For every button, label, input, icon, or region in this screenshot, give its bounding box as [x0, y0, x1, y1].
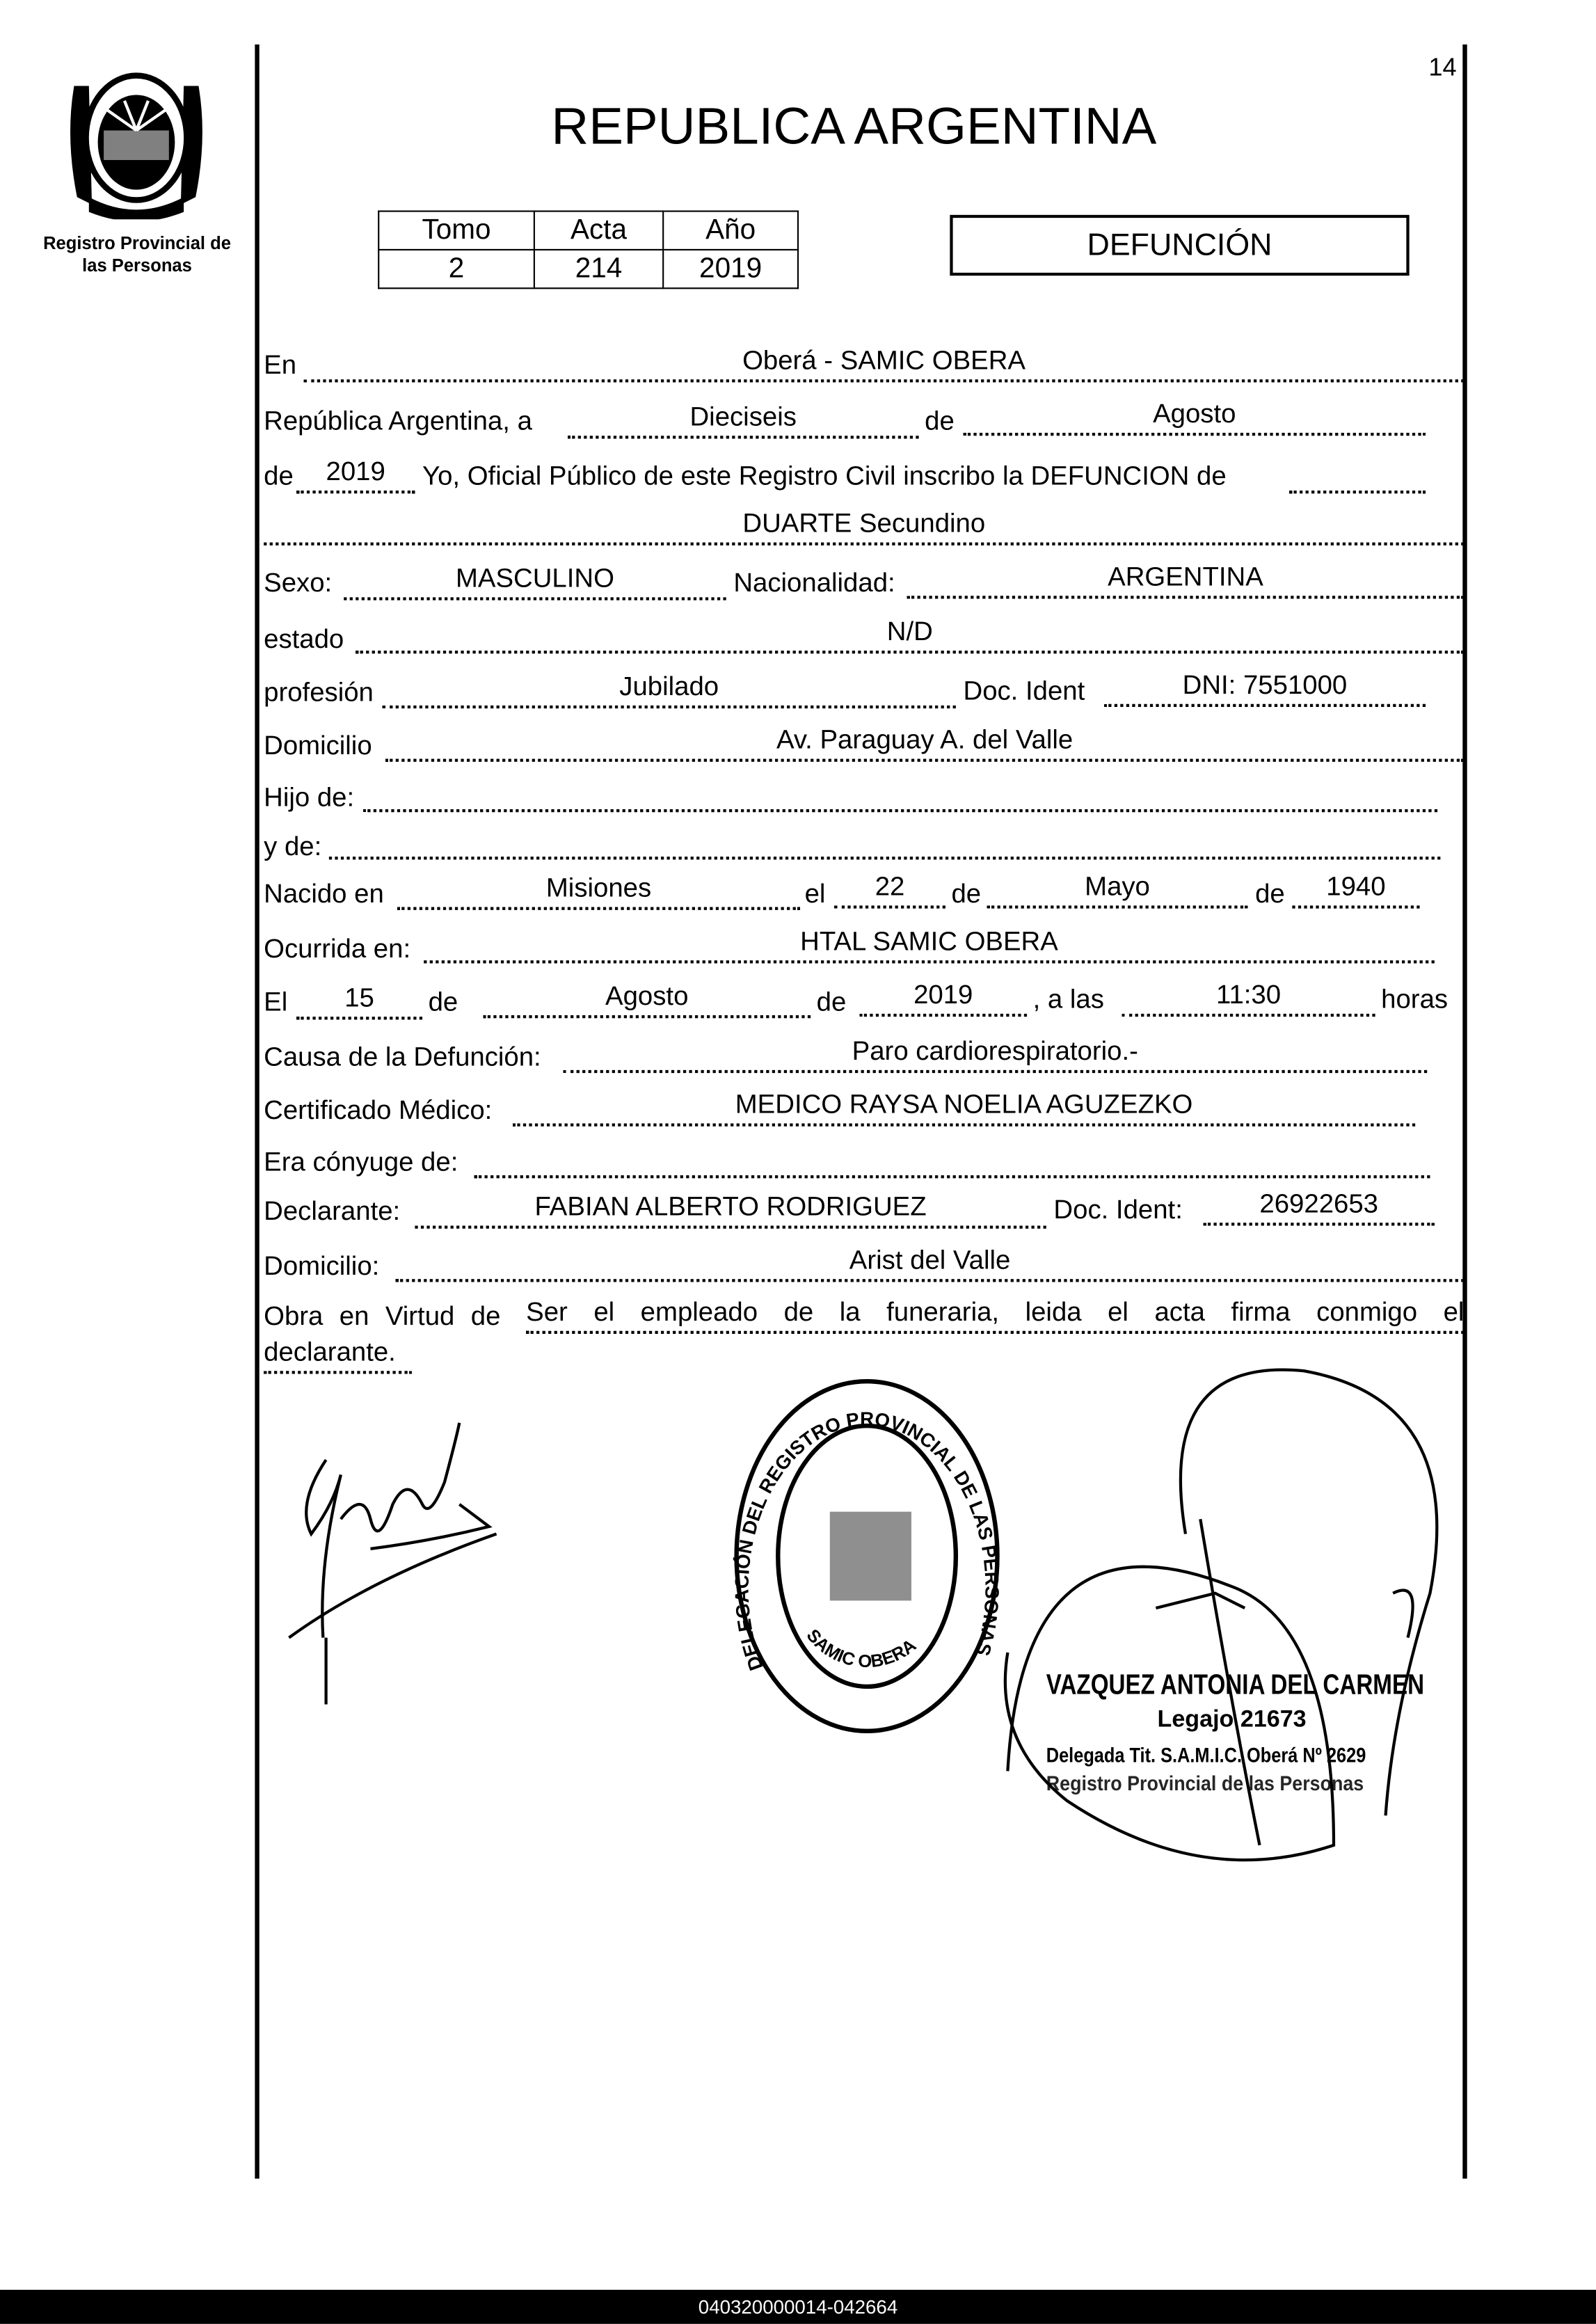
- hijo-de-label: Hijo de:: [264, 782, 355, 813]
- cause-field: Paro cardiorespiratorio.-: [563, 1037, 1427, 1073]
- estado-label: estado: [264, 623, 344, 654]
- deceased-name-field: DUARTE Secundino: [264, 510, 1464, 546]
- page-title: REPUBLICA ARGENTINA: [551, 97, 1157, 156]
- declarant-field: FABIAN ALBERTO RODRIGUEZ: [415, 1193, 1046, 1229]
- estado-field: N/D: [356, 618, 1464, 653]
- declarant-doc-field: 26922653: [1204, 1190, 1435, 1225]
- official-name: VAZQUEZ ANTONIA DEL CARMEN: [1046, 1670, 1425, 1702]
- profesion-label: profesión: [264, 677, 374, 708]
- nacido-label: Nacido en: [264, 879, 384, 909]
- nacionalidad-field: ARGENTINA: [907, 563, 1465, 598]
- obra-label: Obra en Virtud de: [264, 1301, 501, 1331]
- horas-label: horas: [1381, 984, 1449, 1014]
- de-label: de: [264, 461, 294, 491]
- obra-text-continued: declarante.: [264, 1338, 412, 1374]
- record-table: [378, 210, 799, 289]
- certificate-field: MEDICO RAYSA NOELIA AGUZEZKO: [513, 1091, 1415, 1127]
- en-label: En: [264, 349, 297, 380]
- domicilio-label: Domicilio: [264, 731, 372, 761]
- el-label: el: [804, 879, 826, 909]
- page-number: 14: [1428, 53, 1457, 82]
- official-legajo: Legajo 21673: [1157, 1707, 1307, 1733]
- declarant-doc-label: Doc. Ident:: [1053, 1194, 1183, 1225]
- doc-field: DNI: 7551000: [1104, 671, 1426, 707]
- declarant-signature: [282, 1415, 504, 1712]
- declarante-label: Declarante:: [264, 1195, 401, 1226]
- birth-month-field: Mayo: [987, 873, 1248, 909]
- death-day-field: 15: [296, 984, 422, 1019]
- ocurrida-label: Ocurrida en:: [264, 933, 411, 964]
- domicilio-field: Av. Paraguay A. del Valle: [385, 726, 1465, 762]
- document-type-box: DEFUNCIÓN: [950, 215, 1409, 276]
- left-margin-line: [255, 45, 259, 2179]
- birth-day-field: 22: [834, 873, 945, 909]
- day-field: Dieciseis: [568, 403, 919, 438]
- footer-code-bar: 040320000014-042664: [0, 2290, 1596, 2324]
- header-acta: Acta: [534, 212, 663, 250]
- birth-year-field: 1940: [1292, 873, 1419, 909]
- misiones-coat-of-arms-logo: [62, 56, 210, 219]
- anio-value: 2019: [663, 250, 798, 288]
- registry-name: [0, 232, 274, 277]
- death-year-field: 2019: [859, 981, 1027, 1017]
- de-label: de: [925, 406, 955, 436]
- official-registry: Registro Provincial de las Personas: [1046, 1771, 1364, 1795]
- declarant-domicilio-label: Domicilio:: [264, 1250, 380, 1281]
- hijo-de-field: [363, 777, 1437, 812]
- de-label: de: [1255, 879, 1285, 909]
- stamp-inner-text: SAMIC OBERA: [802, 1625, 920, 1672]
- a-las-label: , a las: [1032, 984, 1104, 1014]
- el-label: El: [264, 987, 288, 1017]
- birthplace-field: Misiones: [397, 875, 800, 910]
- nacionalidad-label: Nacionalidad:: [733, 567, 895, 598]
- official-role: Delegada Tit. S.A.M.I.C. Oberá Nº 2629: [1046, 1742, 1366, 1767]
- de-label: de: [951, 879, 982, 909]
- republica-label: República Argentina, a: [264, 406, 532, 436]
- registry-line2: las Personas: [82, 255, 192, 276]
- death-place-field: HTAL SAMIC OBERA: [424, 928, 1435, 963]
- de-label: de: [428, 987, 458, 1017]
- acta-value: 214: [534, 250, 663, 288]
- doc-label: Doc. Ident: [963, 676, 1085, 706]
- stamp-round-text: DELEGACIÓN DEL REGISTRO PROVINCIAL DE LAS PERSONAS: [731, 1408, 1003, 1674]
- causa-label: Causa de la Defunción:: [264, 1042, 541, 1072]
- month-field: Agosto: [964, 400, 1426, 436]
- y-de-label: y de:: [264, 831, 322, 861]
- sexo-field: MASCULINO: [344, 565, 726, 600]
- conyuge-label: Era cónyuge de:: [264, 1147, 458, 1177]
- obra-text: Ser el empleado de la funeraria, leida el acta firma conmigo el: [526, 1298, 1464, 1334]
- death-month-field: Agosto: [483, 982, 811, 1018]
- intro-text: Yo, Oficial Público de este Registro Civil inscribo la DEFUNCION de: [422, 461, 1227, 491]
- certificado-label: Certificado Médico:: [264, 1095, 493, 1125]
- place-field: Oberá - SAMIC OBERA: [304, 347, 1465, 382]
- sexo-label: Sexo:: [264, 567, 333, 598]
- blank-field: [1289, 458, 1426, 493]
- tomo-value: 2: [378, 250, 534, 288]
- conyuge-field: [474, 1143, 1430, 1178]
- de-label: de: [816, 987, 847, 1017]
- official-signature: [978, 1356, 1482, 1875]
- year-field: 2019: [296, 458, 415, 493]
- header-tomo: Tomo: [378, 212, 534, 250]
- registry-line1: Registro Provincial de: [43, 232, 231, 254]
- profesion-field: Jubilado: [383, 673, 956, 708]
- declarant-domicilio-field: Arist del Valle: [396, 1246, 1465, 1282]
- header-anio: Año: [663, 212, 798, 250]
- registry-stamp: [726, 1371, 1008, 1742]
- y-de-field: [329, 824, 1441, 859]
- death-time-field: 11:30: [1122, 981, 1375, 1017]
